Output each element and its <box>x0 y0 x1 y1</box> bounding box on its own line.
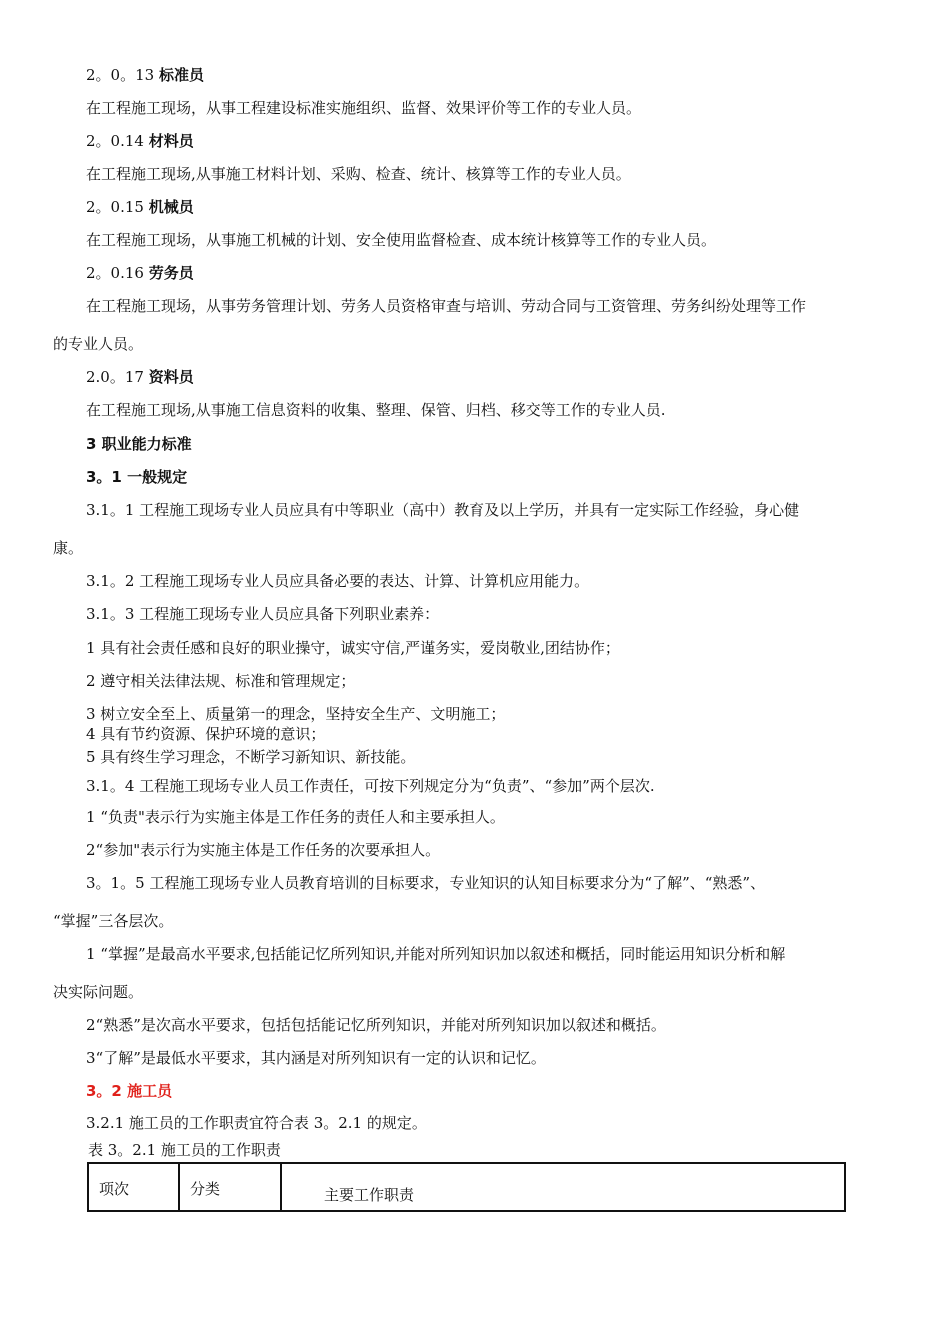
term-number: 2.0。17 <box>86 368 144 386</box>
section-heading: 3。2 施工员 <box>86 1082 173 1100</box>
table-header-row <box>88 1163 845 1211</box>
term-heading <box>86 197 194 217</box>
list-item: 4 具有节约资源、保护环境的意识； <box>86 725 326 743</box>
term-number: 2。0.16 <box>86 264 144 282</box>
list-item: 3“了解”是最低水平要求，其内涵是对所列知识有一定的认识和记忆。 <box>86 1049 546 1067</box>
term-heading <box>86 131 194 151</box>
term-title: 劳务员 <box>148 264 194 282</box>
body-paragraph: 在工程施工现场，从事工程建设标准实施组织、监督、效果评价等工作的专业人员。 <box>86 99 642 117</box>
term-title: 材料员 <box>148 132 194 150</box>
table-header-cell: 项次 <box>88 1163 179 1211</box>
section-heading: 3。1 一般规定 <box>86 468 188 486</box>
term-number: 2。0.14 <box>86 132 144 150</box>
term-number: 2。0.15 <box>86 198 144 216</box>
list-item: 5 具有终生学习理念，不断学习新知识、新技能。 <box>86 748 416 766</box>
body-paragraph: 在工程施工现场,从事施工材料计划、采购、检查、统计、核算等工作的专业人员。 <box>86 165 631 183</box>
term-title: 标准员 <box>158 66 204 84</box>
body-paragraph: 3.1。2 工程施工现场专业人员应具备必要的表达、计算、计算机应用能力。 <box>86 572 590 590</box>
list-item: 1 “掌握”是最高水平要求,包括能记忆所列知识,并能对所列知识加以叙述和概括，同时能运用知识分析和解 <box>86 945 786 963</box>
body-paragraph: 3。1。5 工程施工现场专业人员教育培训的目标要求，专业知识的认知目标要求分为“了解”、“熟悉”、 <box>86 874 766 892</box>
list-item: 3 树立安全至上、质量第一的理念，坚持安全生产、文明施工； <box>86 705 506 723</box>
section-heading: 3 职业能力标准 <box>86 435 192 453</box>
term-heading <box>86 263 194 283</box>
term-title: 机械员 <box>148 198 194 216</box>
paragraph-continuation: 决实际问题。 <box>53 983 144 1001</box>
table-header-cell: 主要工作职责 <box>281 1163 845 1211</box>
paragraph-continuation: “掌握”三各层次。 <box>53 912 174 930</box>
table-caption: 表 3。2.1 施工员的工作职责 <box>88 1141 281 1159</box>
term-title: 资料员 <box>148 368 194 386</box>
body-paragraph: 3.1。3 工程施工现场专业人员应具备下列职业素养： <box>86 605 440 623</box>
duty-table <box>87 1162 846 1212</box>
paragraph-continuation: 康。 <box>53 539 84 557</box>
list-item: 2“参加"表示行为实施主体是工作任务的次要承担人。 <box>86 841 441 859</box>
body-paragraph: 3.1。1 工程施工现场专业人员应具有中等职业（高中）教育及以上学历，并具有一定实际工作经验，身心健 <box>86 501 800 519</box>
list-item: 2“熟悉”是次高水平要求，包括包括能记忆所列知识，并能对所列知识加以叙述和概括。 <box>86 1016 666 1034</box>
list-item: 1 “负责"表示行为实施主体是工作任务的责任人和主要承担人。 <box>86 808 505 826</box>
term-heading <box>86 65 204 85</box>
term-number: 2。0。13 <box>86 66 155 84</box>
body-paragraph: 3.2.1 施工员的工作职责宜符合表 3。2.1 的规定。 <box>86 1114 427 1132</box>
body-paragraph: 在工程施工现场，从事施工机械的计划、安全使用监督检查、成本统计核算等工作的专业人员。 <box>86 231 717 249</box>
list-item: 2 遵守相关法律法规、标准和管理规定； <box>86 672 356 690</box>
term-heading <box>86 367 194 387</box>
body-paragraph: 3.1。4 工程施工现场专业人员工作责任，可按下列规定分为“负责”、“参加”两个层次. <box>86 777 655 795</box>
body-paragraph: 在工程施工现场,从事施工信息资料的收集、整理、保管、归档、移交等工作的专业人员. <box>86 401 666 419</box>
list-item: 1 具有社会责任感和良好的职业操守，诚实守信,严谨务实，爱岗敬业,团结协作； <box>86 639 620 657</box>
table-header-cell: 分类 <box>179 1163 281 1211</box>
body-paragraph: 在工程施工现场，从事劳务管理计划、劳务人员资格审查与培训、劳动合同与工资管理、劳务纠纷处理等工作 <box>86 297 807 315</box>
paragraph-continuation: 的专业人员。 <box>53 335 144 353</box>
